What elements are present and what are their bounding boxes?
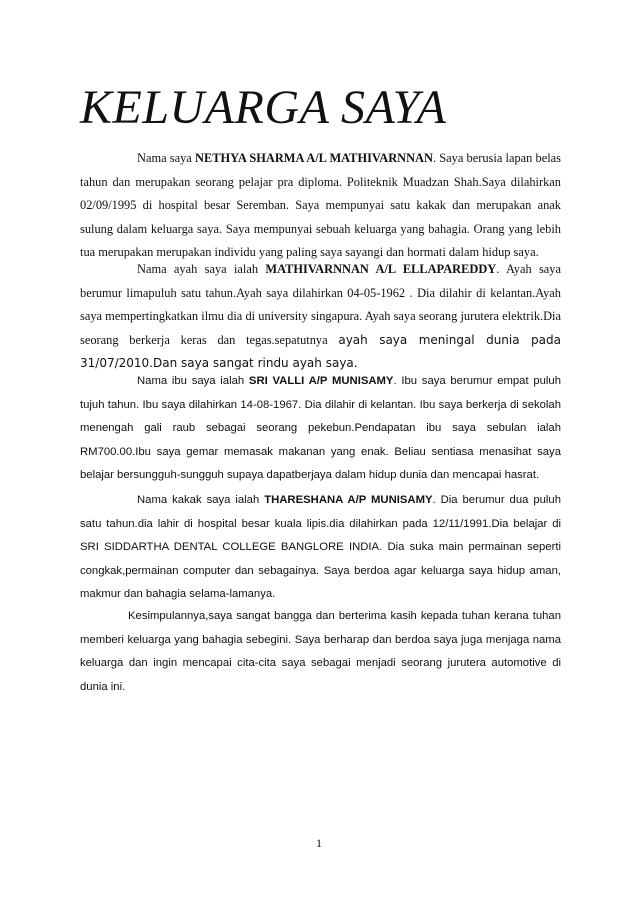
p2-text-c: . Ayah saya berumur limapuluh satu tahun.Ayah saya dilahirkan 04-05-1962 . Dia dilahir di kelantan.Ayah saya mempertingkatkan ilmu dia di university singapura. Ayah saya seorang jurutera elektrik.Dia seorang berkerja keras dan tegas.sepatutnya bbox=[80, 262, 562, 347]
p3-name: SRI VALLI A/P MUNISAMY bbox=[248, 375, 394, 387]
p4-text-c: . Dia berumur dua puluh satu tahun.dia lahir di hospital besar kuala lipis.dia dilahirkan pada 12/11/1991.Dia belajar di SRI SIDDARTHA DENTAL COLLEGE BANGLORE INDIA. Dia suka main permainan seperti congkak,permainan computer dan sebagainya. Saya berdoa agar keluarga saya hidup aman, makmur dan bahagia selama-lamanya. bbox=[80, 494, 561, 600]
paragraph-sister bbox=[80, 489, 561, 607]
p3-text-a: Nama ibu saya ialah bbox=[137, 375, 249, 387]
p3-text-c: . Ibu saya berumur empat puluh tujuh tahun. Ibu saya dilahirkan 14-08-1967. Dia dilahir di kelantan. Ibu saya berkerja di sekolah menengah gali raub sebagai seorang pekebun.Pendapatan ibu saya sebulan ialah RM700.00.Ibu saya gemar memasak makanan yang enak. Beliau sentiasa menasihat saya belajar bersungguh-sungguh supaya dapatberjaya dalam hidup dunia dan mencapai hasrat. bbox=[80, 375, 561, 481]
paragraph-mother bbox=[80, 370, 561, 488]
p1-text-c: . Saya berusia lapan belas tahun dan merupakan seorang pelajar pra diploma. Politeknik Muadzan Shah.Saya dilahirkan 02/09/1995 di hospital besar Seremban. Saya mempunyai satu kakak dan merupakan anak sulung dalam keluarga saya. Saya mempunyai sebuah keluarga yang bahagia. Orang yang lebih tua merupakan merupakan individu yang paling saya sayangi dan hormati dalam hidup saya. bbox=[80, 151, 562, 259]
page-number: 1 bbox=[316, 836, 322, 850]
p4-text-a: Nama kakak saya ialah bbox=[137, 494, 265, 506]
p2-text-a: Nama ayah saya ialah bbox=[137, 262, 266, 276]
p1-name: NETHYA SHARMA A/L MATHIVARNNAN bbox=[195, 151, 433, 165]
paragraph-father bbox=[80, 258, 561, 376]
p1-text-a: Nama saya bbox=[137, 151, 195, 165]
page-title: KELUARGA SAYA bbox=[80, 81, 447, 134]
p2-name: MATHIVARNNAN A/L ELLAPAREDDY bbox=[265, 262, 497, 276]
p5-text-a: Kesimpulannya,saya sangat bangga dan berterima kasih kepada tuhan kerana tuhan memberi keluarga yang bahagia sebegini. Saya berharap dan berdoa saya juga menjaga nama keluarga dan ingin mencapai cita-cita saya sebagai menjadi seorang jurutera automotive di dunia ini. bbox=[80, 610, 561, 693]
paragraph-conclusion bbox=[80, 605, 561, 699]
p2-text-d: ayah saya meningal dunia pada 31/07/2010.Dan saya sangat rindu ayah saya. bbox=[80, 332, 561, 370]
p4-name: THARESHANA A/P MUNISAMY bbox=[264, 494, 433, 506]
paragraph-self bbox=[80, 147, 561, 265]
